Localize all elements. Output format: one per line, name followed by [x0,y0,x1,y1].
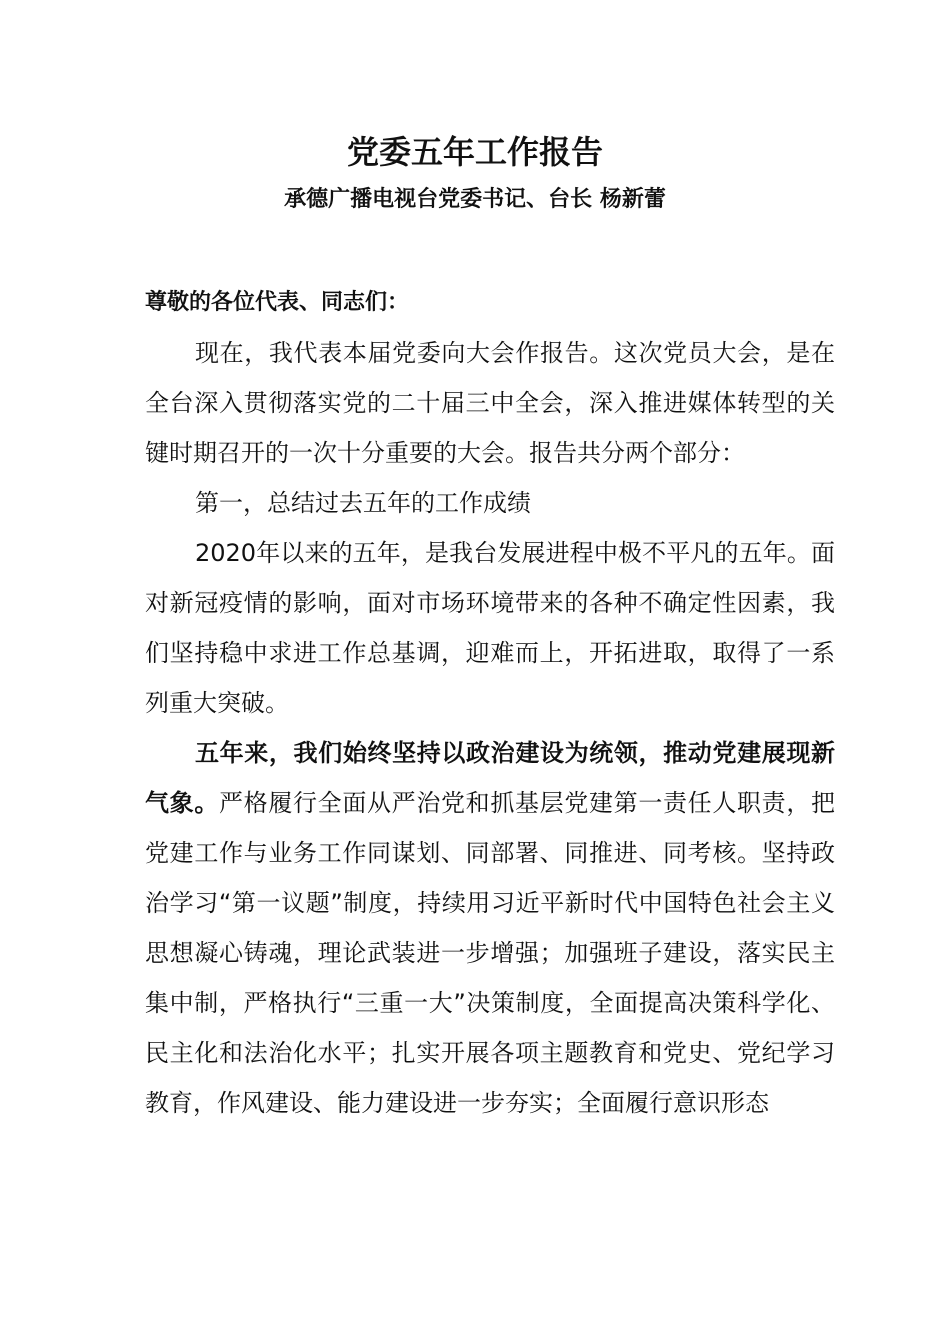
document-title: 党委五年工作报告 [346,133,603,171]
document-subtitle: 承德广播电视台党委书记、台长 杨新蕾 [284,187,666,212]
document-body [145,278,835,1128]
paragraph-lead-bold: 五年来，我们始终坚持以政治建设为统领，推动党建展现新气象。 [145,739,835,817]
salutation: 尊敬的各位代表、同志们： [145,290,410,315]
paragraph-section-one-heading: 第一，总结过去五年的工作成绩 [195,489,531,517]
paragraph-body-text: 严格履行全面从严治党和抓基层党建第一责任人职责，把党建工作与业务工作同谋划、同部署、同推进、同考核。坚持政治学习“第一议题”制度，持续用习近平新时代中国特色社会主义思想凝心铸魂，理论武装进一步增强；加强班子建设，落实民主集中制，严格执行“三重一大”决策制度，全面提高决策科学化、民主化和法治化水平；扎实开展各项主题教育和党史、党纪学习教育，作风建设、能力建设进一步夯实；全面履行意识形态 [145,789,835,1117]
paragraph-five-years: 2020年以来的五年，是我台发展进程中极不平凡的五年。面对新冠疫情的影响，面对市场环境带来的各种不确定性因素，我们坚持稳中求进工作总基调，迎难而上，开拓进取，取得了一系列重大突破。 [145,539,835,717]
paragraph-intro: 现在，我代表本届党委向大会作报告。这次党员大会，是在全台深入贯彻落实党的二十届三中全会，深入推进媒体转型的关键时期召开的一次十分重要的大会。报告共分两个部分： [145,339,835,467]
paragraph-party-building [145,728,835,1128]
